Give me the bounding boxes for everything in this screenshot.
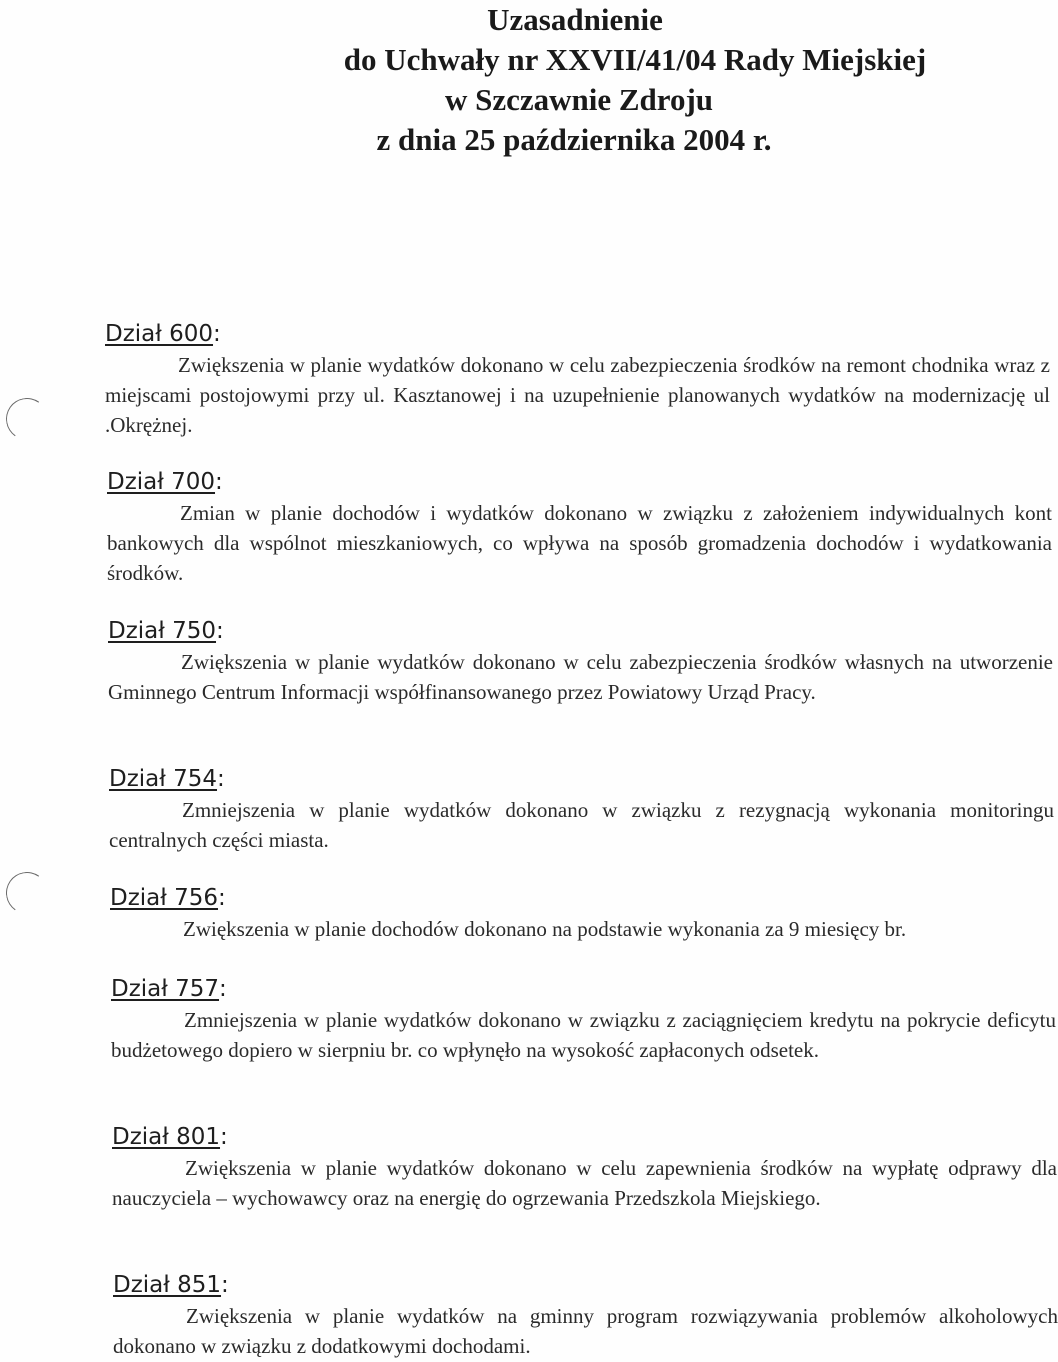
section-dzial-750 xyxy=(108,617,1053,707)
section-heading: Dział 851: xyxy=(113,1272,229,1298)
section-heading: Dział 801: xyxy=(112,1124,228,1150)
punch-hole-upper xyxy=(3,395,52,444)
section-text: Zmniejszenia w planie wydatków dokonano w związku z rezygnacją wykonania monitoringu centralnych części miasta. xyxy=(109,798,1054,852)
section-dzial-757 xyxy=(111,975,1056,1065)
section-heading: Dział 700: xyxy=(107,469,223,495)
punch-hole-lower xyxy=(3,869,52,918)
section-text: Zwiększenia w planie wydatków na gminny program rozwiązywania problemów alkoholowych dokonano w związku z dodatkowymi dochodami. xyxy=(113,1304,1058,1358)
section-dzial-700 xyxy=(107,468,1052,588)
section-text: Zwiększenia w planie wydatków dokonano w celu zabezpieczenia środków własnych na utworzenie Gminnego Centrum Informacji współfinansowanego przez Powiatowy Urząd Pracy. xyxy=(108,650,1053,704)
section-dzial-851 xyxy=(113,1271,1058,1361)
section-text: Zwiększenia w planie wydatków dokonano w celu zabezpieczenia środków na remont chodnika wraz z miejscami postojowymi przy ul. Kasztanowej i na uzupełnienie planowanych wydatków na modernizację ul .Okrężnej. xyxy=(105,353,1050,437)
section-dzial-754 xyxy=(109,765,1054,855)
section-heading: Dział 600: xyxy=(105,321,221,347)
section-text: Zwiększenia w planie wydatków dokonano w celu zapewnienia środków na wypłatę odprawy dla nauczyciela – wychowawcy oraz na energię do ogrzewania Przedszkola Miejskiego. xyxy=(112,1156,1057,1210)
section-heading: Dział 756: xyxy=(110,885,226,911)
section-dzial-756 xyxy=(110,884,1055,944)
section-heading: Dział 750: xyxy=(108,618,224,644)
section-dzial-600 xyxy=(105,320,1050,440)
section-heading: Dział 757: xyxy=(111,976,227,1002)
section-heading: Dział 754: xyxy=(109,766,225,792)
title-line-4: z dnia 25 października 2004 r. xyxy=(376,122,772,157)
title-line-1: Uzasadnienie xyxy=(487,2,663,37)
section-dzial-801 xyxy=(112,1123,1057,1213)
section-text: Zmniejszenia w planie wydatków dokonano w związku z zaciągnięciem kredytu na pokrycie deficytu budżetowego dopiero w sierpniu br. co wpłynęło na wysokość zapłaconych odsetek. xyxy=(111,1008,1056,1062)
document-title xyxy=(0,0,1058,160)
title-line-3: w Szczawnie Zdroju xyxy=(444,82,714,117)
section-text: Zwiększenia w planie dochodów dokonano na podstawie wykonania za 9 miesięcy br. xyxy=(183,917,907,941)
section-text: Zmian w planie dochodów i wydatków dokonano w związku z założeniem indywidualnych kont bankowych dla wspólnot mieszkaniowych, co wpływa na sposób gromadzenia dochodów i wydatkowania środków. xyxy=(107,501,1052,585)
title-line-2: do Uchwały nr XXVII/41/04 Rady Miejskiej xyxy=(343,42,927,77)
